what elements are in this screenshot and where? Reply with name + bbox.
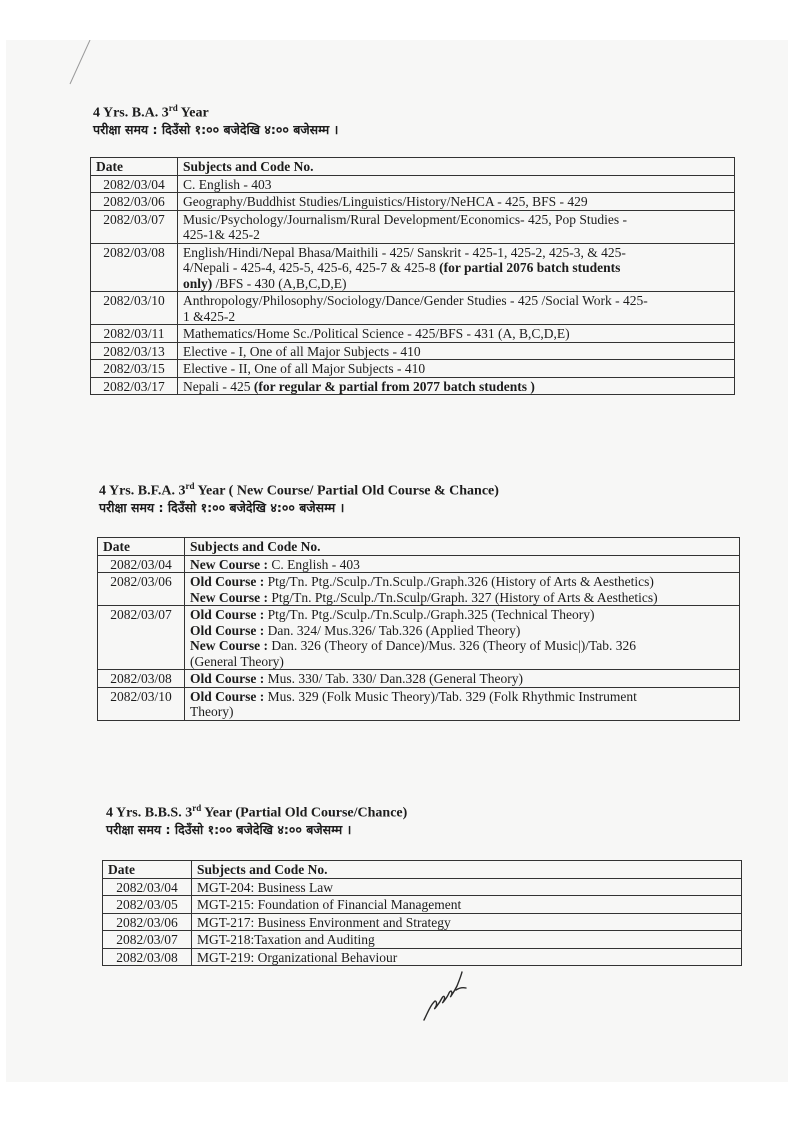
bbs-heading: 4 Yrs. B.B.S. 3rd Year (Partial Old Course/Chance) (106, 803, 408, 821)
date-column-header: Date (91, 158, 178, 176)
bbs-schedule-table (102, 860, 742, 966)
table-row: 2082/03/11 Mathematics/Home Sc./Political Science - 425/BFS - 431 (A, B,C,D,E) (91, 325, 735, 343)
subjects-column-header: Subjects and Code No. (192, 861, 742, 879)
table-row: 2082/03/13 Elective - I, One of all Major Subjects - 410 (91, 342, 735, 360)
table-header-row (103, 861, 742, 879)
table-row: 2082/03/15 Elective - II, One of all Major Subjects - 410 (91, 360, 735, 378)
table-row: 2082/03/08 MGT-219: Organizational Behaviour (103, 948, 742, 966)
table-row: 2082/03/04 MGT-204: Business Law (103, 878, 742, 896)
table-row: 2082/03/06 MGT-217: Business Environment and Strategy (103, 913, 742, 931)
table-row: 2082/03/08 English/Hindi/Nepal Bhasa/Maithili - 425/ Sanskrit - 425-1, 425-2, 425-3, & 425- 4/Nepali - 425-4, 425-5, 425-6, 425-7 & 425-8 (for partial 2076 batch students only) /BFS - 430 (A,B,C,D,E) (91, 243, 735, 292)
table-row: 2082/03/06 Old Course : Ptg/Tn. Ptg./Sculp./Tn.Sculp./Graph.326 (History of Arts & Aesthetics) New Course : Ptg/Tn. Ptg./Sculp./Tn.Sculp/Graph. 327 (History of Arts & Aesthetics) (98, 573, 740, 606)
table-row: 2082/03/04 C. English - 403 (91, 175, 735, 193)
table-row: 2082/03/06 Geography/Buddhist Studies/Linguistics/History/NeHCA - 425, BFS - 429 (91, 193, 735, 211)
table-row: 2082/03/07 MGT-218:Taxation and Auditing (103, 931, 742, 949)
table-row: 2082/03/07 Music/Psychology/Journalism/Rural Development/Economics- 425, Pop Studies - 425-1& 425-2 (91, 210, 735, 243)
date-column-header: Date (98, 538, 185, 556)
bbs-exam-time: परीक्षा समय : दिउँसो १:०० बजेदेखि ४:०० बजेसम्म । (106, 821, 352, 837)
bfa-section (99, 478, 499, 516)
bfa-exam-time: परीक्षा समय : दिउँसो १:०० बजेदेखि ४:०० बजेसम्म । (99, 499, 345, 515)
table-row: 2082/03/10 Anthropology/Philosophy/Sociology/Dance/Gender Studies - 425 /Social Work - 425- 1 &425-2 (91, 292, 735, 325)
bbs-section (106, 800, 407, 838)
ba-heading: 4 Yrs. B.A. 3rd Year (93, 103, 209, 121)
date-column-header: Date (103, 861, 192, 879)
table-row: 2082/03/10 Old Course : Mus. 329 (Folk Music Theory)/Tab. 329 (Folk Rhythmic Instrument Theory) (98, 687, 740, 720)
subjects-column-header: Subjects and Code No. (178, 158, 735, 176)
table-header-row (91, 158, 735, 176)
table-row: 2082/03/17 Nepali - 425 (for regular & partial from 2077 batch students ) (91, 377, 735, 395)
table-row: 2082/03/07 Old Course : Ptg/Tn. Ptg./Sculp./Tn.Sculp./Graph.325 (Technical Theory) Old Course : Dan. 324/ Mus.326/ Tab.326 (Applied Theory) New Course : Dan. 326 (Theory of Dance)/Mus. 326 (Theory of Music|)/Tab. 326 (General Theory) (98, 606, 740, 670)
bfa-heading: 4 Yrs. B.F.A. 3rd Year ( New Course/ Partial Old Course & Chance) (99, 481, 499, 499)
ba-schedule-table (90, 157, 735, 395)
table-row: 2082/03/05 MGT-215: Foundation of Financial Management (103, 896, 742, 914)
table-row: 2082/03/08 Old Course : Mus. 330/ Tab. 330/ Dan.328 (General Theory) (98, 670, 740, 688)
ba-section (93, 100, 338, 138)
subjects-column-header: Subjects and Code No. (185, 538, 740, 556)
table-row: 2082/03/04 New Course : C. English - 403 (98, 555, 740, 573)
handwritten-signature (418, 968, 474, 1024)
table-header-row (98, 538, 740, 556)
ba-exam-time: परीक्षा समय : दिउँसो १:०० बजेदेखि ४:०० बजेसम्म । (93, 121, 339, 137)
bfa-schedule-table (97, 537, 740, 721)
